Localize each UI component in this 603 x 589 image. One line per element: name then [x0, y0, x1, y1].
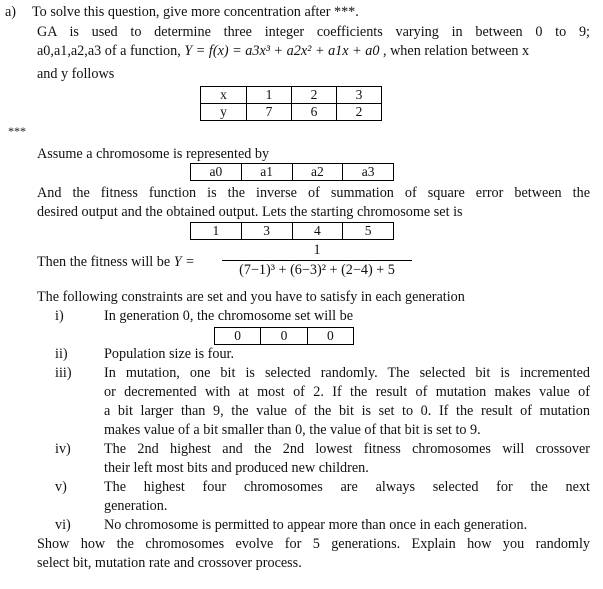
item-text: In mutation, one bit is selected randomly. The selected bit is incremented — [104, 365, 590, 381]
table-row — [191, 164, 394, 181]
item-number: vi) — [55, 517, 71, 533]
paragraph-line — [37, 43, 529, 60]
table-cell: x — [201, 87, 247, 104]
item-number: v) — [55, 479, 67, 495]
table-cell: 1 — [191, 223, 242, 240]
item-text: or decremented with at most of 2. If the result of mutation makes value of — [104, 384, 590, 400]
item-text: No chromosome is permitted to appear more than once in each generation. — [104, 517, 528, 533]
item-number: i) — [55, 308, 64, 324]
item-text: Population size is four. — [104, 346, 235, 362]
fraction-bar — [222, 260, 412, 261]
item-text: makes value of a bit smaller than 0, the value of that bit is set to 9. — [104, 422, 481, 438]
item-text: their left most bits and produced new children. — [104, 460, 369, 476]
table-row — [191, 223, 394, 240]
start-chromosome-table — [190, 222, 394, 240]
table-cell: 6 — [292, 104, 337, 121]
closing-line: select bit, mutation rate and crossover process. — [37, 555, 302, 571]
item-number: iii) — [55, 365, 72, 381]
intro-text: To solve this question, give more concentration after ***. — [32, 4, 359, 20]
table-cell: 0 — [215, 328, 261, 345]
item-text: a bit larger than 9, the value of the bit is set to 0. If the result of mutation — [104, 403, 590, 419]
chromosome-table — [190, 163, 394, 181]
fitness-fraction — [222, 242, 412, 279]
fitness-line: desired output and the obtained output. Lets the starting chromosome set is — [37, 204, 463, 220]
paragraph-line: GA is used to determine three integer coefficients varying in between 0 to 9; — [37, 24, 590, 40]
item-number: iv) — [55, 441, 71, 457]
item-text: In generation 0, the chromosome set will be — [104, 308, 354, 324]
table-row — [201, 87, 382, 104]
table-cell: 7 — [247, 104, 292, 121]
gen0-table — [214, 327, 354, 345]
table-cell: 1 — [247, 87, 292, 104]
y-label: Y = — [173, 254, 195, 270]
table-cell: 0 — [261, 328, 307, 345]
table-cell: a1 — [241, 164, 292, 181]
table-cell: a2 — [292, 164, 343, 181]
closing-line: Show how the chromosomes evolve for 5 generations. Explain how you randomly — [37, 536, 590, 552]
fraction-denominator: (7−1)³ + (6−3)² + (2−4) + 5 — [239, 262, 395, 278]
paragraph-line: and y follows — [37, 66, 115, 82]
item-text: The 2nd highest and the 2nd lowest fitness chromosomes will crossover — [104, 441, 590, 457]
paragraph-tail: , when relation between x — [382, 43, 530, 59]
chromosome-text: Assume a chromosome is represented by — [37, 146, 270, 162]
fitness-line: And the fitness function is the inverse of summation of square error between the — [37, 185, 590, 201]
fraction-numerator: 1 — [313, 242, 321, 258]
table-cell: 3 — [337, 87, 382, 104]
table-cell: a0 — [191, 164, 242, 181]
table-cell: 3 — [241, 223, 292, 240]
constraints-intro: The following constraints are set and you have to satisfy in each generation — [37, 289, 465, 305]
item-text: generation. — [104, 498, 168, 514]
table-cell: 4 — [292, 223, 343, 240]
table-row — [215, 328, 354, 345]
xy-table — [200, 86, 382, 121]
fitness-intro — [37, 254, 195, 271]
function-formula: Y = f(x) = a3x³ + a2x² + a1x + a0 — [184, 43, 380, 59]
coefficient-list: a0,a1,a2,a3 of a function, — [37, 43, 181, 59]
focus-marker: *** — [8, 124, 26, 138]
table-cell: a3 — [343, 164, 394, 181]
then-text: Then the fitness will be — [37, 254, 171, 270]
table-cell: 2 — [337, 104, 382, 121]
item-text: The highest four chromosomes are always selected for the next — [104, 479, 590, 495]
question-label: a) — [5, 4, 17, 20]
table-cell: y — [201, 104, 247, 121]
table-cell: 0 — [307, 328, 353, 345]
table-cell: 5 — [343, 223, 394, 240]
item-number: ii) — [55, 346, 68, 362]
table-row — [201, 104, 382, 121]
table-cell: 2 — [292, 87, 337, 104]
